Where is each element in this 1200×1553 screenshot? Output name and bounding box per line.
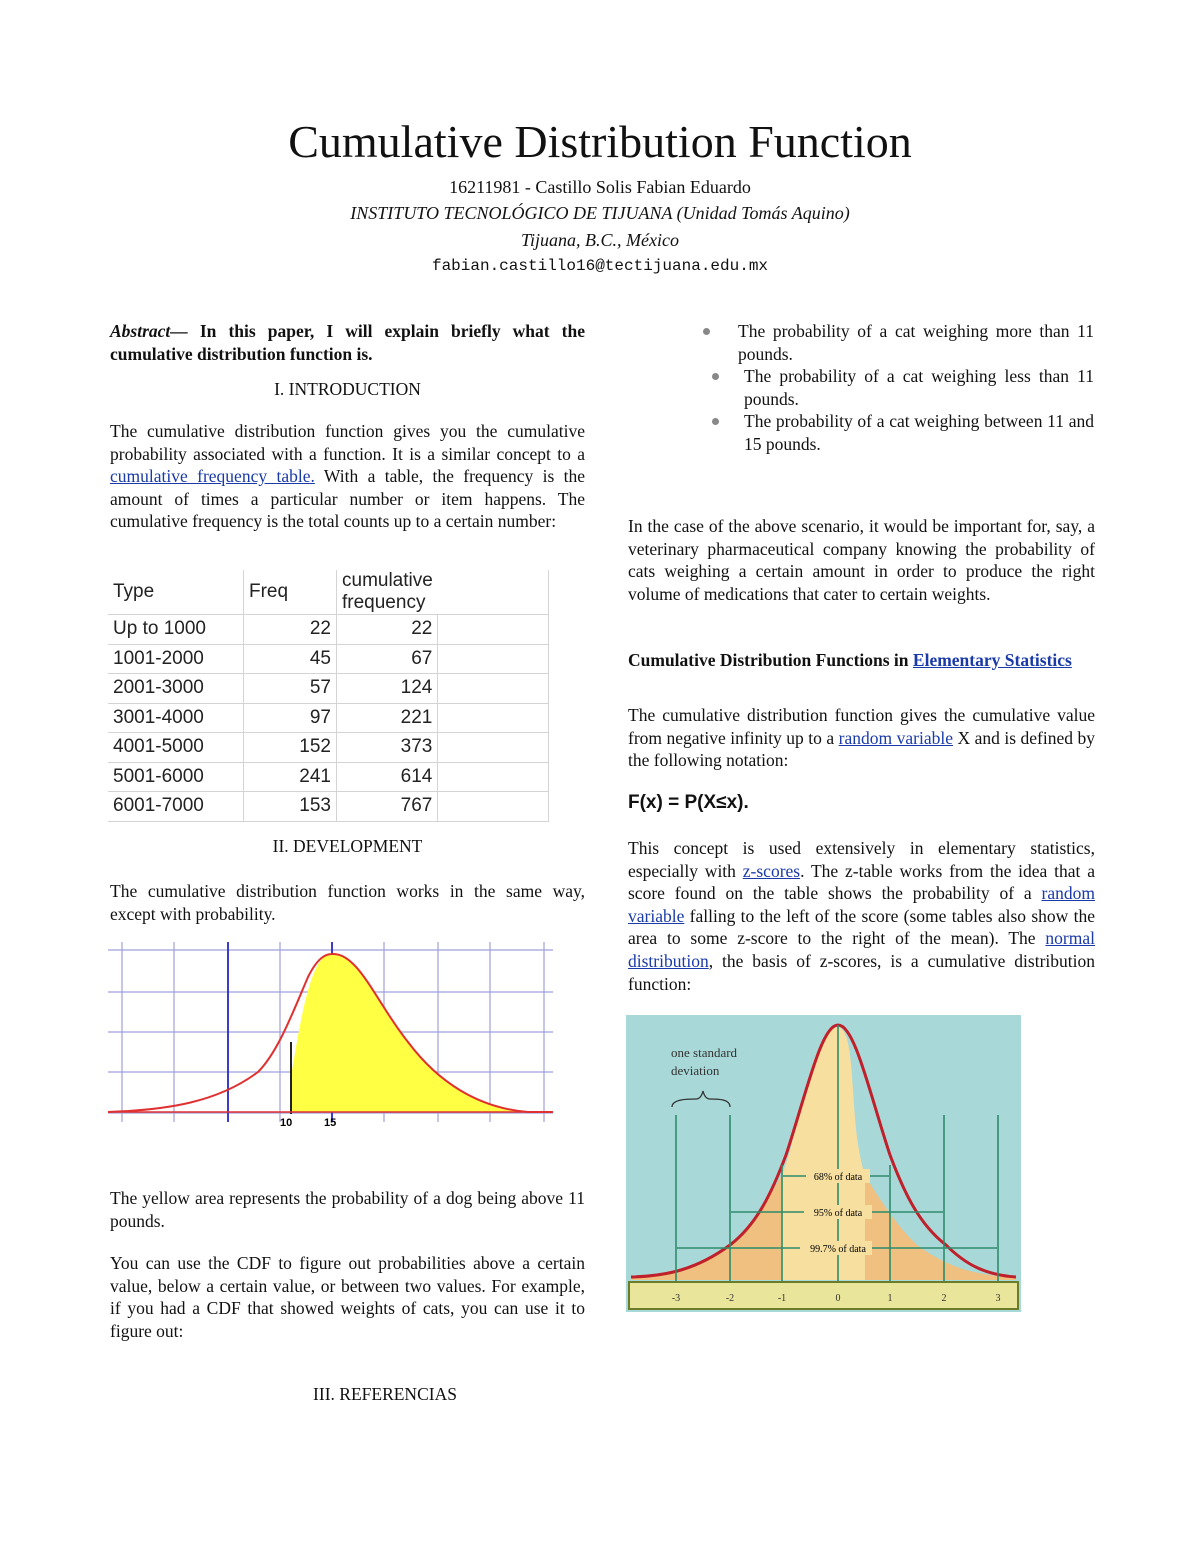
sd-label-line2: deviation [671,1063,720,1078]
axis-tick-label: 1 [887,1293,893,1304]
axis-tick-label: 3 [995,1293,1001,1304]
abstract-label: Abstract— [110,321,188,341]
cell-type: Up to 1000 [108,615,244,645]
sd-label-line1: one standard [671,1045,738,1060]
list-item [738,320,1094,365]
tick-label-10: 10 [280,1117,293,1129]
cell-type: 6001-7000 [108,792,244,822]
cell-cumulative: 67 [337,644,438,674]
frequency-table [108,570,549,822]
abstract [110,320,585,365]
bullet-list-items [700,320,1095,456]
table-spacer [438,674,549,704]
cell-freq: 45 [244,644,337,674]
bullet-text: The probability of a cat weighing more than 11 pounds. [738,321,1094,364]
cell-type: 4001-5000 [108,733,244,763]
table-row [108,733,548,763]
bullet-dot-icon [703,328,710,335]
institution-line: INSTITUTO TECNOLÓGICO DE TIJUANA (Unidad Tomás Aquino) [350,203,850,223]
table-spacer [438,792,549,822]
band1-label: 68% of data [813,1172,863,1183]
cell-freq: 241 [244,762,337,792]
table-row [108,615,548,645]
list-item [744,365,1094,410]
axis-tick-label: 0 [835,1293,841,1304]
table-row [108,762,548,792]
intro-text-b: With a table, the frequency is the amount of times a particular number or item happens. The cumulative frequency is the total counts up to a certain number: [110,466,586,532]
cdf-formula: F(x) = P(X≤x). [628,792,749,813]
header-cumulative: cumulative frequency [337,570,438,615]
table-row [108,644,548,674]
axis-bar [629,1282,1018,1309]
development-paragraph-1: The cumulative distribution function works in the same way, except with probability. [110,881,585,924]
table-spacer [438,644,549,674]
location-line: Tijuana, B.C., México [521,230,679,250]
table-spacer [438,733,549,763]
axis-tick-label: -2 [725,1293,735,1304]
definition-paragraph [628,704,1095,772]
cell-freq: 97 [244,703,337,733]
cell-type: 1001-2000 [108,644,244,674]
bullet-text: The probability of a cat weighing less than 11 pounds. [744,366,1094,409]
development-paragraph-2: The yellow area represents the probability of a dog being above 11 pounds. [110,1188,585,1231]
z-score-paragraph [628,837,1095,995]
cell-type: 2001-3000 [108,674,244,704]
cell-freq: 152 [244,733,337,763]
definition-text-a: The cumulative distribution function gives the cumulative value from negative infinity up to a [628,705,1095,748]
frequency-table-figure [108,570,549,822]
definition-text-b: X and is defined by the following notation: [628,727,1096,771]
axis-tick-label: -1 [777,1293,787,1304]
bullet-list [700,320,1095,456]
email-line: fabian.castillo16@tectijuana.edu.mx [431,257,769,275]
bullet-dot-icon [712,373,719,380]
intro-heading: I. INTRODUCTION [274,379,421,399]
bell-curve-figure [108,942,553,1132]
cell-cumulative: 614 [337,762,438,792]
elementary-statistics-link[interactable]: Elementary Statistics [912,650,1072,670]
cell-freq: 22 [244,615,337,645]
band2-label: 95% of data [813,1208,863,1219]
axis-tick-label: -3 [671,1293,681,1304]
table-spacer [438,615,549,645]
cumulative-frequency-table-link[interactable]: cumulative frequency table. [110,466,315,487]
z-text-b: . The z-table works from the idea that a score found on the table shows the probability of a [628,860,1096,904]
cell-freq: 57 [244,674,337,704]
table-row [108,674,548,704]
table-spacer [438,570,549,615]
subheading-text: Cumulative Distribution Functions in [628,650,913,670]
intro-paragraph [110,420,585,533]
cell-type: 5001-6000 [108,762,244,792]
normal-distribution-link[interactable]: normal distribution [628,928,1095,971]
header-freq: Freq [244,570,337,615]
cell-cumulative: 22 [337,615,438,645]
z-text-c: falling to the left of the score (some tables also show the area to some z-score to the right of the mean). The [628,905,1095,949]
section-subheading [628,646,1095,674]
cell-cumulative: 767 [337,792,438,822]
abstract-text: In this paper, I will explain briefly what the cumulative distribution function is. [110,321,585,364]
development-heading: II. DEVELOPMENT [272,836,423,856]
intro-text-a: The cumulative distribution function gives you the cumulative probability associated with a function. It is a similar concept to a [110,421,585,464]
cell-cumulative: 124 [337,674,438,704]
normal-distribution-figure [626,1015,1021,1312]
table-spacer [438,703,549,733]
band3-label: 99.7% of data [810,1244,866,1255]
table-row [108,792,548,822]
table-header-row [108,570,548,615]
cell-cumulative: 221 [337,703,438,733]
scenario-paragraph: In the case of the above scenario, it would be important for, say, a veterinary pharmaceutical company knowing the probability of cats weighing a certain amount in order to produce the right volume of medications that cater to certain weights. [628,516,1095,604]
random-variable-link-2[interactable]: random variable [628,883,1095,926]
list-item [744,410,1094,455]
table-spacer [438,762,549,792]
z-scores-link[interactable]: z-scores [742,860,801,881]
yellow-probability-area [291,954,528,1112]
page-title: Cumulative Distribution Function [288,116,912,167]
cell-type: 3001-4000 [108,703,244,733]
z-text-a: This concept is used extensively in elementary statistics, especially with [628,838,1095,881]
bullet-dot-icon [712,418,719,425]
header-type: Type [108,570,244,615]
tick-label-15: 15 [324,1117,337,1129]
development-paragraph-3: You can use the CDF to figure out probabilities above a certain value, below a certain value, or between two values. For example, if you had a CDF that showed weights of cats, you can use it to figure out: [110,1253,585,1341]
author-line: 16211981 - Castillo Solis Fabian Eduardo [449,177,751,197]
table-row [108,703,548,733]
cell-cumulative: 373 [337,733,438,763]
bullet-text: The probability of a cat weighing between 11 and 15 pounds. [744,411,1094,454]
cell-freq: 153 [244,792,337,822]
axis-tick-label: 2 [941,1293,947,1304]
references-heading: III. REFERENCIAS [313,1384,457,1404]
z-text-d: , the basis of z-scores, is a cumulative distribution function: [628,950,1095,994]
random-variable-link[interactable]: random variable [838,727,953,748]
